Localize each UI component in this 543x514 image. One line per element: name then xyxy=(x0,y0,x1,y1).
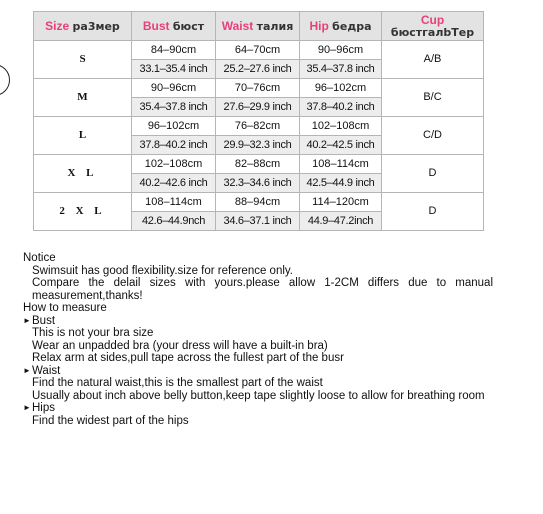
triangle-right-icon: ► xyxy=(23,365,31,375)
waist-inch-cell: 25.2–27.6 inch xyxy=(216,60,300,79)
cup-cell: C/D xyxy=(382,117,484,155)
bust-cm-cell: 84–90cm xyxy=(132,41,216,60)
waist-heading: ►Waist xyxy=(23,364,61,377)
hip-cm-cell: 108–114cm xyxy=(300,155,382,174)
waist-cm-cell: 76–82cm xyxy=(216,117,300,136)
size-chart-table xyxy=(33,11,484,231)
hip-inch-cell: 42.5–44.9 inch xyxy=(300,174,382,193)
triangle-right-icon: ► xyxy=(23,403,31,412)
hip-inch-cell: 40.2–42.5 inch xyxy=(300,136,382,155)
notice-line: Compare the delail sizes with yours.please allow 1-2CM differs due to manual measurement,thanks! xyxy=(32,277,493,302)
hip-inch-cell: 35.4–37.8 inch xyxy=(300,60,382,79)
size-cell: X L xyxy=(34,155,132,193)
bust-cm-cell: 90–96cm xyxy=(132,79,216,98)
waist-inch-cell: 27.6–29.9 inch xyxy=(216,98,300,117)
bust-inch-cell: 42.6–44.9nch xyxy=(132,212,216,231)
hip-cm-cell: 96–102cm xyxy=(300,79,382,98)
waist-cm-cell: 88–94cm xyxy=(216,193,300,212)
header-waist: Waist талия xyxy=(216,12,300,41)
bust-inch-cell: 37.8–40.2 inch xyxy=(132,136,216,155)
bust-line: Wear an unpadded bra (your dress will have a built-in bra) xyxy=(32,339,328,352)
how-to-measure-title: How to measure xyxy=(23,302,107,314)
bust-cm-cell: 102–108cm xyxy=(132,155,216,174)
cup-cell: B/C xyxy=(382,79,484,117)
size-cell: S xyxy=(34,41,132,79)
triangle-right-icon: ► xyxy=(23,315,31,325)
size-cell: 2 X L xyxy=(34,193,132,231)
circle-fragment-decoration xyxy=(0,64,10,96)
size-chart-header-row xyxy=(34,12,484,41)
size-cell: M xyxy=(34,79,132,117)
header-cup: Cup бюстгалbТер xyxy=(382,12,484,41)
waist-inch-cell: 32.3–34.6 inch xyxy=(216,174,300,193)
waist-line: Find the natural waist,this is the smallest part of the waist xyxy=(32,377,323,389)
bust-inch-cell: 33.1–35.4 inch xyxy=(132,60,216,79)
bust-cm-cell: 96–102cm xyxy=(132,117,216,136)
waist-line: Usually about inch above belly button,keep tape slightly loose to allow for breathing room xyxy=(32,389,485,402)
hip-inch-cell: 44.9–47.2inch xyxy=(300,212,382,231)
hip-cm-cell: 90–96cm xyxy=(300,41,382,60)
header-bust: Bust бюст xyxy=(132,12,216,41)
bust-heading: ►Bust xyxy=(23,314,56,327)
header-size: Size ра3мер xyxy=(34,12,132,41)
bust-inch-cell: 40.2–42.6 inch xyxy=(132,174,216,193)
bust-line: Relax arm at sides,pull tape across the fullest part of the busr xyxy=(32,352,344,364)
cup-cell: A/B xyxy=(382,41,484,79)
waist-cm-cell: 82–88cm xyxy=(216,155,300,174)
size-cell: L xyxy=(34,117,132,155)
hips-line: Find the widest part of the hips xyxy=(32,414,189,427)
bust-inch-cell: 35.4–37.8 inch xyxy=(132,98,216,117)
table-row xyxy=(34,117,484,136)
table-row xyxy=(34,79,484,98)
header-hip: Hip бедра xyxy=(300,12,382,41)
cup-cell: D xyxy=(382,193,484,231)
hip-cm-cell: 102–108cm xyxy=(300,117,382,136)
notes-section xyxy=(23,252,493,427)
notice-title: Notice xyxy=(23,252,56,264)
table-row xyxy=(34,41,484,60)
table-row xyxy=(34,155,484,174)
bust-line: This is not your bra size xyxy=(32,327,154,339)
waist-cm-cell: 64–70cm xyxy=(216,41,300,60)
cup-cell: D xyxy=(382,155,484,193)
waist-inch-cell: 34.6–37.1 inch xyxy=(216,212,300,231)
bust-cm-cell: 108–114cm xyxy=(132,193,216,212)
hip-cm-cell: 114–120cm xyxy=(300,193,382,212)
hips-heading: ►Hips xyxy=(23,402,56,414)
waist-cm-cell: 70–76cm xyxy=(216,79,300,98)
hip-inch-cell: 37.8–40.2 inch xyxy=(300,98,382,117)
table-row xyxy=(34,193,484,212)
waist-inch-cell: 29.9–32.3 inch xyxy=(216,136,300,155)
notice-line: Swimsuit has good flexibility.size for reference only. xyxy=(32,264,293,277)
